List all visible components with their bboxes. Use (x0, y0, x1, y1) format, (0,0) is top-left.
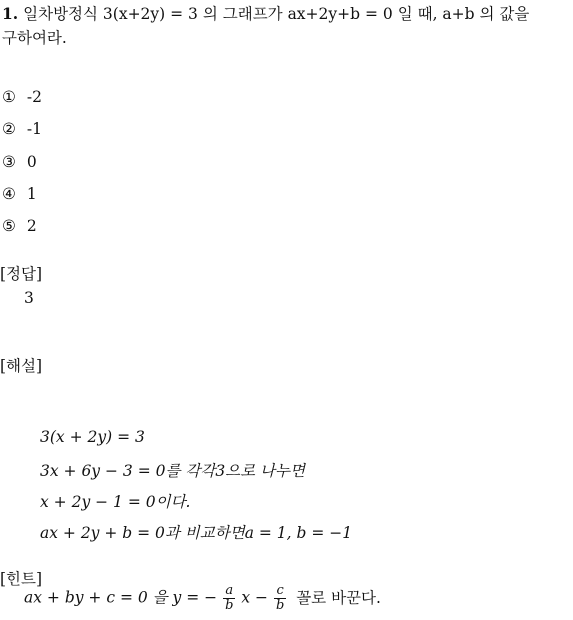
explanation-label: [해설] (0, 357, 43, 375)
hint-middle: x − (241, 588, 268, 607)
choice-5 (2, 217, 37, 235)
question-text: 일차방정식 3(x+2y) = 3 의 그래프가 ax+2y+b = 0 일 때, a+b 의 값을 (23, 5, 530, 23)
fraction-denominator: b (225, 598, 234, 613)
hint-prefix: ax + by + c = 0 을 y = − (24, 588, 218, 607)
choice-value: 2 (26, 217, 37, 235)
choice-value: -1 (26, 120, 42, 138)
choice-marker: ④ (2, 185, 16, 203)
choice-value: -2 (26, 88, 42, 106)
choice-4 (2, 185, 37, 203)
explanation-line-4: ax + 2y + b = 0과 비교하면a = 1, b = −1 (40, 524, 353, 542)
fraction-numerator: c (274, 584, 286, 599)
choice-marker: ⑤ (2, 217, 16, 235)
answer-value: 3 (24, 289, 34, 307)
choice-3 (2, 153, 37, 171)
hint-fraction-c-over-b (274, 584, 286, 613)
answer-label: [정답] (0, 265, 43, 283)
choice-marker: ③ (2, 153, 16, 171)
explanation-line-2: 3x + 6y − 3 = 0를 각각3으로 나누면 (40, 462, 305, 480)
explanation-line-1: 3(x + 2y) = 3 (40, 428, 145, 446)
choice-value: 1 (26, 185, 37, 203)
fraction-denominator: b (275, 598, 285, 613)
hint-suffix: 꼴로 바꾼다. (296, 588, 381, 607)
hint-label: [힌트] (0, 570, 43, 588)
hint-text (24, 584, 381, 613)
choice-marker: ① (2, 88, 16, 106)
question-number: 1. (2, 4, 19, 23)
choice-marker: ② (2, 120, 16, 138)
fraction-numerator: a (223, 584, 235, 599)
choice-2 (2, 120, 42, 138)
choice-1 (2, 88, 42, 106)
question-line-2: 구하여라. (2, 29, 67, 47)
hint-fraction-a-over-b (223, 584, 235, 613)
choice-value: 0 (26, 153, 37, 171)
question-line-1 (2, 2, 529, 24)
explanation-line-3: x + 2y − 1 = 0이다. (40, 493, 191, 511)
